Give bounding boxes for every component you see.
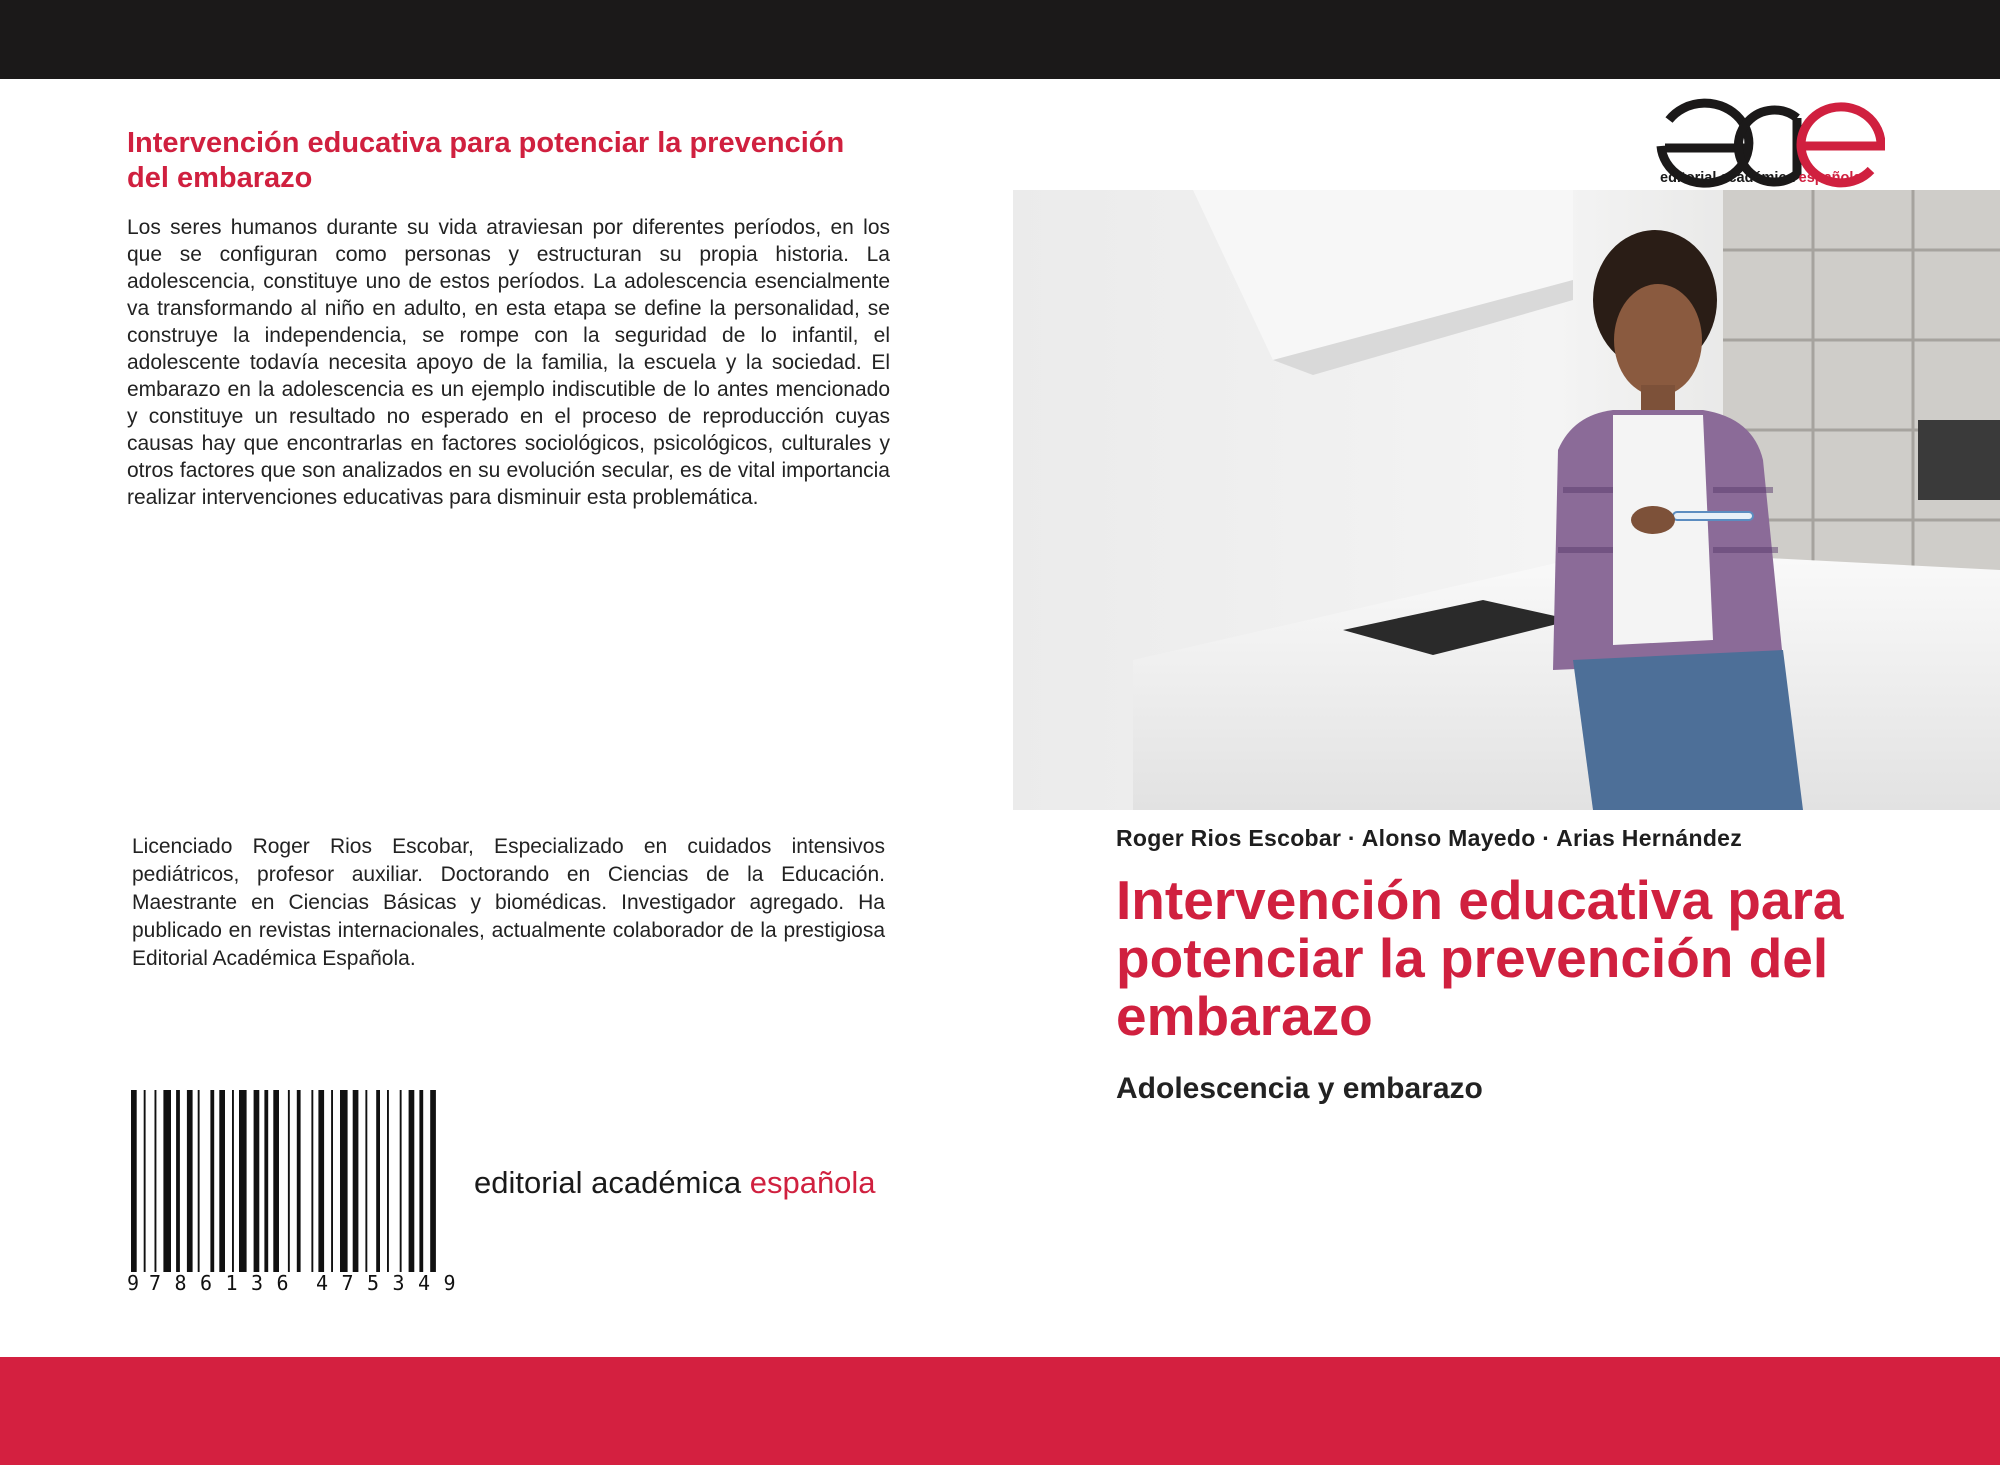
publisher-wordmark — [474, 1165, 876, 1201]
teen-girl-photo-icon — [1013, 190, 2000, 810]
barcode-bar — [311, 1090, 313, 1272]
barcode-bar — [409, 1090, 415, 1272]
eae-caption-main: editorial académica — [1660, 170, 1795, 186]
barcode-bar — [331, 1090, 333, 1272]
barcode-bar — [288, 1090, 290, 1272]
barcode-bar — [318, 1090, 324, 1272]
barcode-bar — [219, 1090, 225, 1272]
eae-caption-accent: española — [1798, 170, 1862, 186]
barcode-bar — [163, 1090, 171, 1272]
bottom-red-band — [0, 1357, 2000, 1465]
barcode-bar — [400, 1090, 402, 1272]
cover-photo — [1013, 190, 2000, 810]
isbn-digit: 6 — [200, 1271, 213, 1295]
barcode-bar — [430, 1090, 436, 1272]
barcode-bar — [419, 1090, 423, 1272]
back-cover-title: Intervención educativa para potenciar la prevención del embarazo — [127, 127, 845, 194]
barcode-bar — [387, 1090, 389, 1272]
publisher-name: editorial académica — [474, 1165, 742, 1200]
barcode-bar — [155, 1090, 157, 1272]
barcode-bar — [273, 1090, 279, 1272]
eae-logo-caption — [1660, 170, 1861, 186]
author-names: Roger Rios Escobar · Alonso Mayedo · Arias Hernández — [1116, 825, 1743, 851]
isbn-digit: 5 — [367, 1271, 380, 1295]
isbn-digit: 7 — [341, 1271, 354, 1295]
isbn-digit: 8 — [174, 1271, 187, 1295]
isbn-digit: 6 — [276, 1271, 289, 1295]
isbn-digit: 1 — [225, 1271, 238, 1295]
barcode-bar — [353, 1090, 359, 1272]
isbn-digit: 9 — [127, 1271, 140, 1295]
barcode-bar — [239, 1090, 247, 1272]
front-cover-subtitle: Adolescencia y embarazo — [1116, 1072, 1483, 1105]
barcode-bar — [131, 1090, 137, 1272]
barcode-bar — [340, 1090, 348, 1272]
barcode-bar — [254, 1090, 260, 1272]
publisher-accent: española — [749, 1165, 876, 1200]
barcode-bar — [376, 1090, 380, 1272]
barcode-bar — [176, 1090, 180, 1272]
barcode-bar — [232, 1090, 234, 1272]
barcode-bar — [210, 1090, 214, 1272]
author-bio: Licenciado Roger Rios Escobar, Especializado en cuidados intensivos pediátricos, profesor auxiliar. Doctorando en Ciencias de la Educación. Maestrante en Ciencias Básicas y biomédicas. Investigador agregado. Ha publicado en revistas internacionales, actualmente colaborador de la prestigiosa Editorial Académica Española. — [132, 835, 885, 970]
isbn-digit: 3 — [392, 1271, 405, 1295]
front-cover-title: Intervención educativa para potenciar la prevención del embarazo — [1116, 869, 1844, 1047]
isbn-barcode — [127, 1090, 467, 1295]
barcode-bar — [297, 1090, 301, 1272]
isbn-digit: 3 — [251, 1271, 264, 1295]
barcode-bar — [198, 1090, 200, 1272]
top-dark-band — [0, 0, 2000, 79]
barcode-bar — [187, 1090, 193, 1272]
barcode-bar — [264, 1090, 268, 1272]
isbn-digit: 4 — [316, 1271, 329, 1295]
isbn-digit: 7 — [149, 1271, 162, 1295]
isbn-digit: 9 — [443, 1271, 456, 1295]
barcode-bar — [144, 1090, 146, 1272]
back-cover-blurb: Los seres humanos durante su vida atraviesan por diferentes períodos, en los que se configuran como personas y estructuran su propia historia. La adolescencia, constituye uno de estos períodos. La adolescencia esencialmente va transformando al niño en adulto, en esta etapa se define la personalidad, se construye la independencia, se rompe con la seguridad de lo infantil, el adolescente todavía necesita apoyo de la familia, la escuela y la sociedad. El embarazo en la adolescencia es un ejemplo indiscutible de lo antes mencionado y constituye un resultado no esperado en el proceso de reproducción cuyas causas hay que encontrarlas en factores sociológicos, psicológicos, culturales y otros factores que son analizados en su evolución secular, es de vital importancia realizar intervenciones educativas para disminuir esta problemática. — [127, 216, 890, 509]
isbn-digit: 4 — [418, 1271, 431, 1295]
barcode-bar — [365, 1090, 367, 1272]
